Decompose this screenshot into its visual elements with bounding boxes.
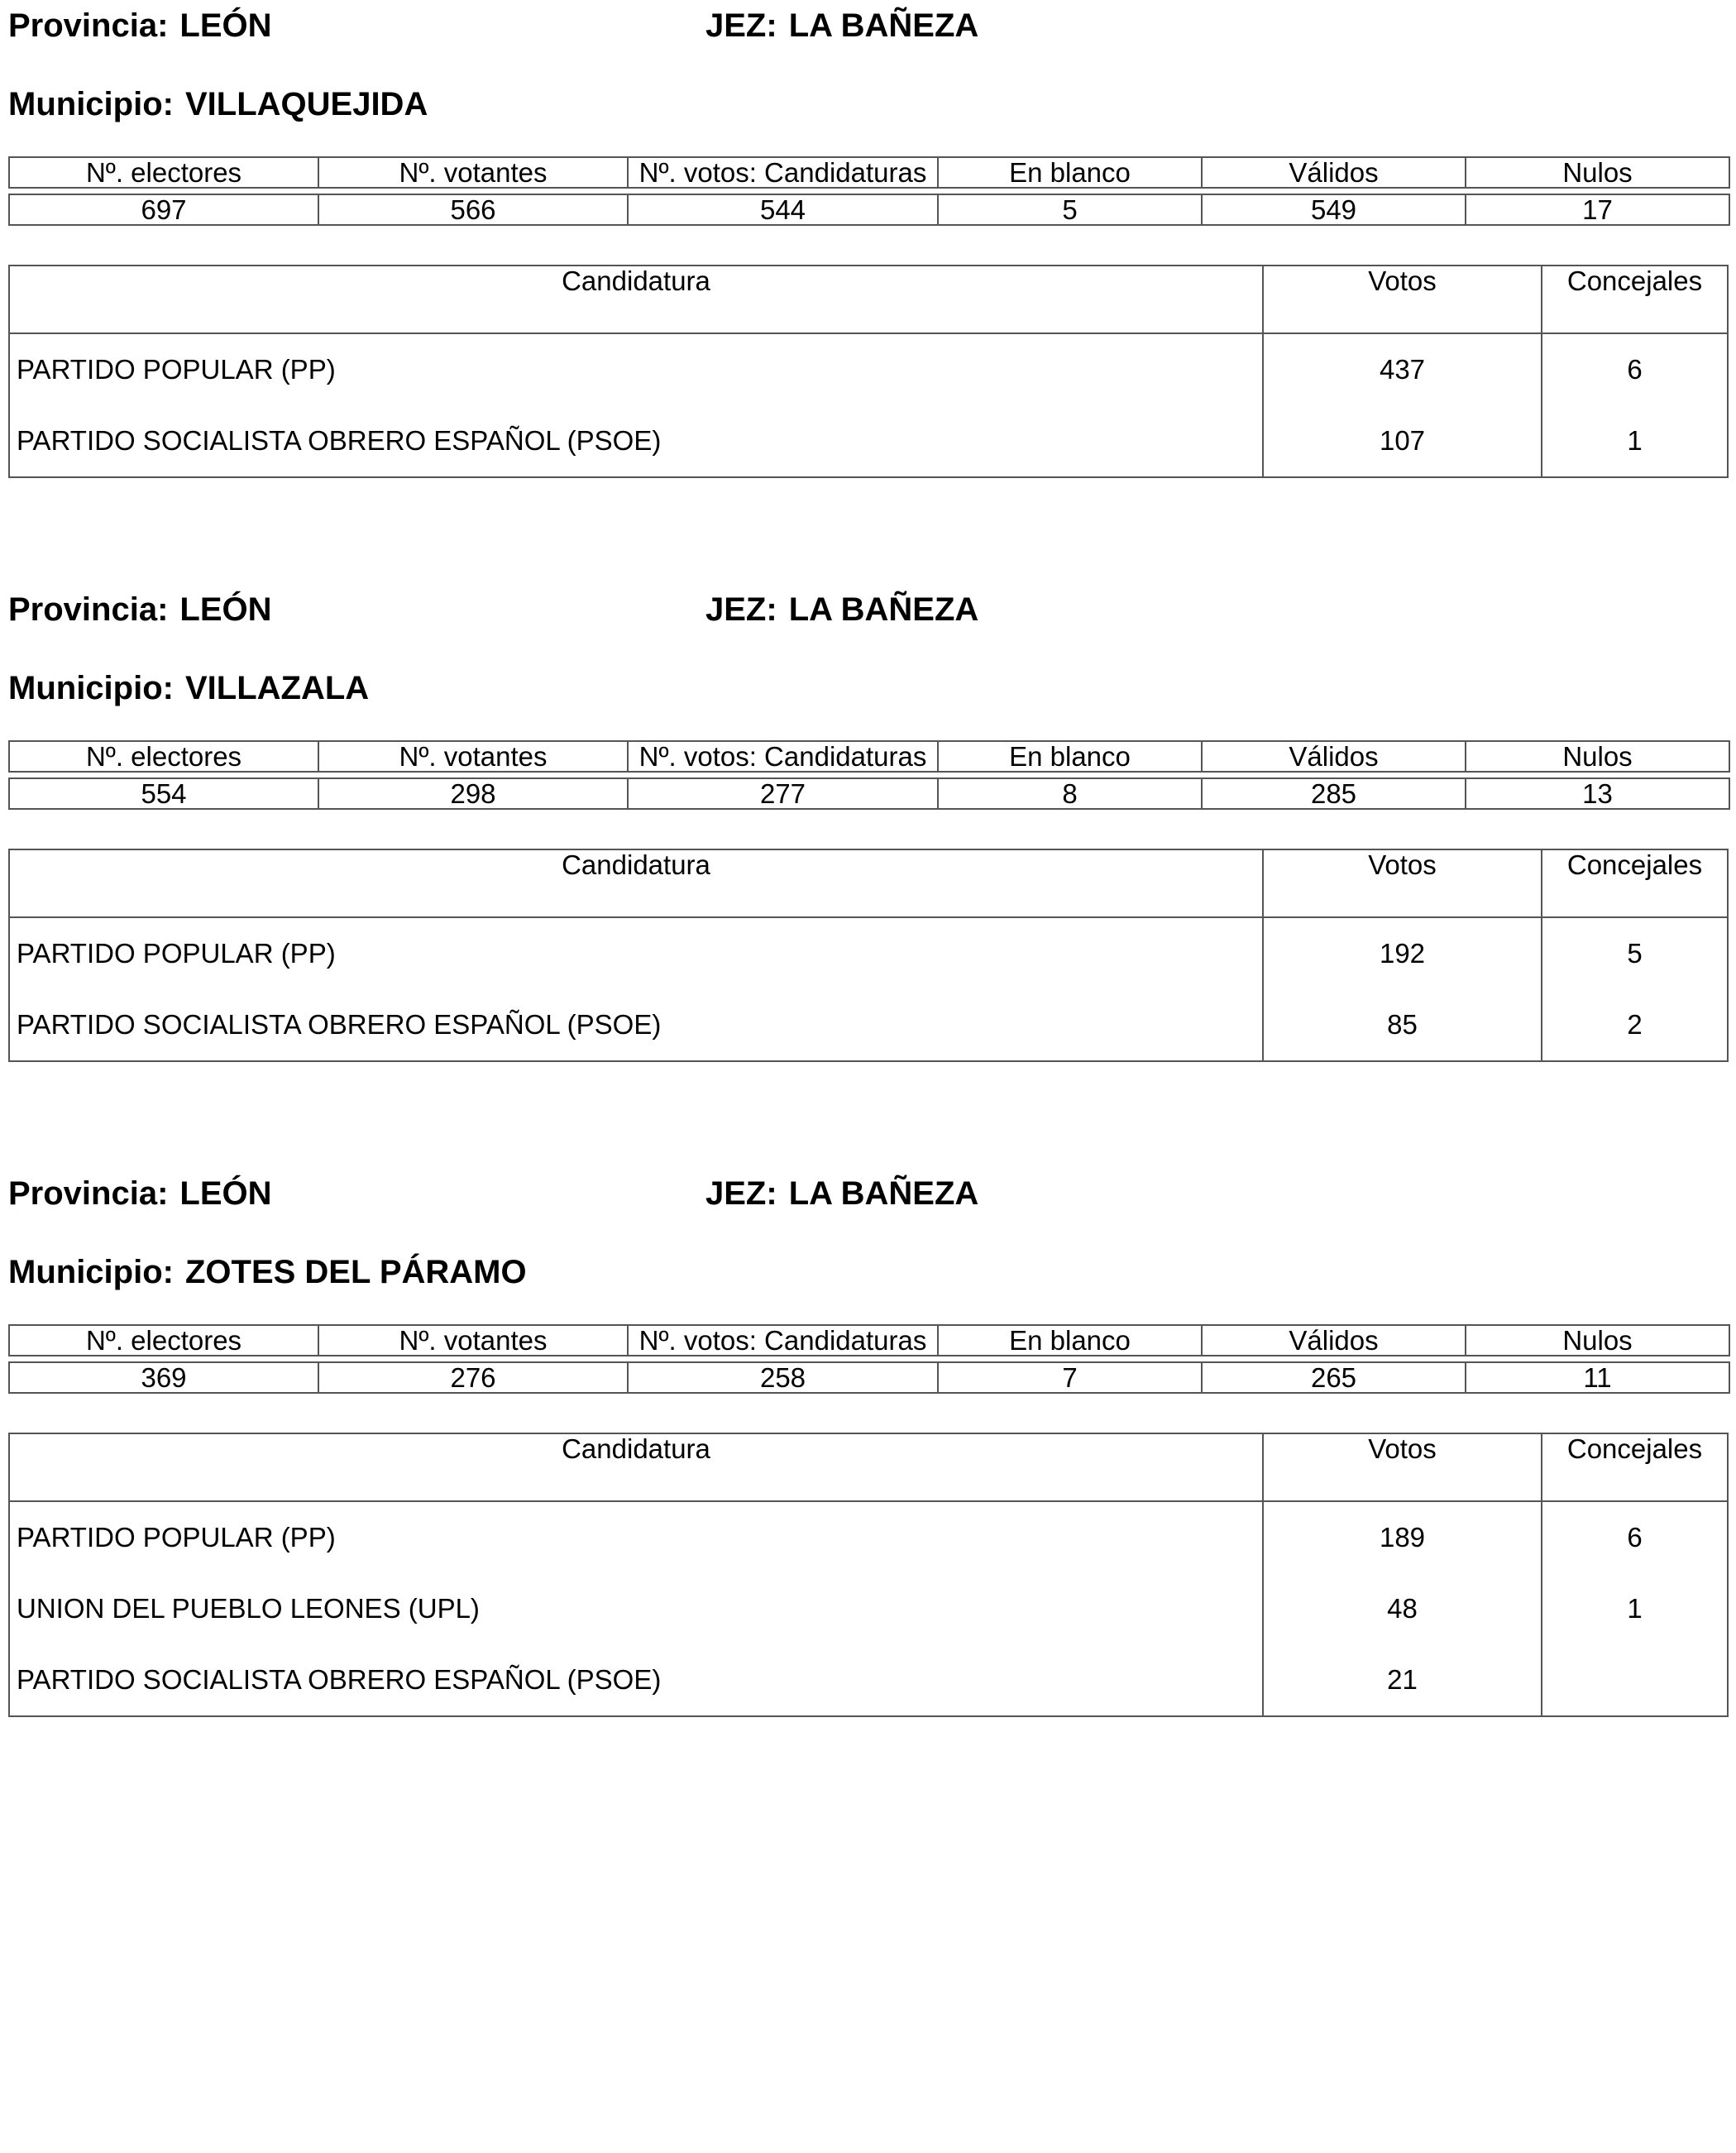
table-row — [9, 405, 1728, 477]
stats-header-votos-candidaturas: Nº. votos: Candidaturas — [628, 1325, 938, 1356]
stats-value-validos: 285 — [1202, 778, 1466, 809]
stats-header-nulos: Nulos — [1466, 157, 1729, 188]
stats-value-electores: 697 — [9, 194, 318, 225]
stats-header-votos-candidaturas: Nº. votos: Candidaturas — [628, 157, 938, 188]
candidatura-name: PARTIDO SOCIALISTA OBRERO ESPAÑOL (PSOE) — [9, 1644, 1263, 1716]
stats-header-votantes: Nº. votantes — [318, 1325, 628, 1356]
header-concejales: Concejales — [1542, 266, 1728, 333]
municipio-value: VILLAQUEJIDA — [184, 86, 428, 122]
jez-value: LA BAÑEZA — [788, 591, 979, 628]
provincia-value: LEÓN — [179, 7, 272, 44]
municipio-heading — [8, 1252, 527, 1292]
stats-gap — [9, 188, 1729, 194]
table-row — [9, 989, 1728, 1061]
stats-value-en-blanco: 7 — [938, 1362, 1202, 1393]
candidatura-name: PARTIDO SOCIALISTA OBRERO ESPAÑOL (PSOE) — [9, 989, 1263, 1061]
table-row — [9, 1644, 1728, 1716]
stats-value-votantes: 298 — [318, 778, 628, 809]
gap-cell — [9, 1356, 1729, 1362]
candidatura-name: PARTIDO POPULAR (PP) — [9, 333, 1263, 405]
candidaturas-table — [8, 849, 1729, 1062]
jez-heading — [705, 590, 978, 629]
provincia-heading — [8, 1174, 272, 1213]
table-row — [9, 1573, 1728, 1644]
header-votos: Votos — [1263, 849, 1542, 917]
jez-label: JEZ: — [705, 1175, 777, 1212]
stats-header-en-blanco: En blanco — [938, 1325, 1202, 1356]
candidatura-concejales: 6 — [1627, 1522, 1643, 1553]
candidatura-votos: 21 — [1263, 1644, 1542, 1716]
jez-heading — [705, 6, 978, 45]
municipio-block-villazala — [8, 584, 1729, 1047]
municipio-label: Municipio: — [8, 1254, 174, 1290]
candidatura-votos: 189 — [1263, 1501, 1542, 1573]
municipio-heading — [8, 668, 369, 708]
stats-value-en-blanco: 5 — [938, 194, 1202, 225]
header-candidatura: Candidatura — [9, 1433, 1263, 1501]
provincia-label: Provincia: — [8, 591, 169, 628]
header-votos: Votos — [1263, 1433, 1542, 1501]
jez-label: JEZ: — [705, 591, 777, 628]
stats-value-en-blanco: 8 — [938, 778, 1202, 809]
stats-value-row — [9, 778, 1729, 809]
stats-value-votos-candidaturas: 258 — [628, 1362, 938, 1393]
candidatura-votos: 85 — [1263, 989, 1542, 1061]
candidatura-concejales: 5 — [1627, 938, 1643, 969]
stats-header-votos-candidaturas: Nº. votos: Candidaturas — [628, 741, 938, 772]
candidatura-name: PARTIDO POPULAR (PP) — [9, 1501, 1263, 1573]
header-votos: Votos — [1263, 266, 1542, 333]
candidaturas-header-row — [9, 1433, 1728, 1501]
candidatura-concejales: 1 — [1627, 425, 1643, 456]
jez-heading — [705, 1174, 978, 1213]
stats-value-electores: 369 — [9, 1362, 318, 1393]
jez-value: LA BAÑEZA — [788, 1175, 979, 1212]
municipio-value: ZOTES DEL PÁRAMO — [184, 1254, 527, 1290]
stats-header-row — [9, 741, 1729, 772]
stats-value-votantes: 566 — [318, 194, 628, 225]
candidaturas-table — [8, 265, 1729, 478]
municipio-label: Municipio: — [8, 670, 174, 706]
stats-header-nulos: Nulos — [1466, 741, 1729, 772]
candidatura-votos: 48 — [1263, 1573, 1542, 1644]
stats-header-validos: Válidos — [1202, 1325, 1466, 1356]
table-row — [9, 333, 1728, 405]
candidatura-votos: 107 — [1263, 405, 1542, 477]
stats-value-row — [9, 1362, 1729, 1393]
candidatura-votos: 437 — [1263, 333, 1542, 405]
stats-header-nulos: Nulos — [1466, 1325, 1729, 1356]
stats-value-electores: 554 — [9, 778, 318, 809]
stats-header-votantes: Nº. votantes — [318, 741, 628, 772]
jez-value: LA BAÑEZA — [788, 7, 979, 44]
stats-header-votantes: Nº. votantes — [318, 157, 628, 188]
stats-table — [8, 740, 1730, 810]
candidatura-name: PARTIDO POPULAR (PP) — [9, 917, 1263, 989]
stats-value-votos-candidaturas: 277 — [628, 778, 938, 809]
candidatura-name: UNION DEL PUEBLO LEONES (UPL) — [9, 1573, 1263, 1644]
municipio-heading — [8, 84, 428, 124]
candidatura-name: PARTIDO SOCIALISTA OBRERO ESPAÑOL (PSOE) — [9, 405, 1263, 477]
candidatura-concejales: 1 — [1627, 1593, 1643, 1624]
provincia-heading — [8, 6, 272, 45]
table-row — [9, 1501, 1728, 1573]
jez-label: JEZ: — [705, 7, 777, 44]
provincia-value: LEÓN — [179, 1175, 272, 1212]
stats-value-nulos: 11 — [1466, 1362, 1729, 1393]
stats-value-nulos: 17 — [1466, 194, 1729, 225]
candidatura-concejales — [1542, 1644, 1728, 1716]
provincia-label: Provincia: — [8, 7, 169, 44]
table-row — [9, 917, 1728, 989]
stats-gap — [9, 772, 1729, 778]
stats-value-votantes: 276 — [318, 1362, 628, 1393]
stats-gap — [9, 1356, 1729, 1362]
header-candidatura: Candidatura — [9, 849, 1263, 917]
stats-header-row — [9, 1325, 1729, 1356]
stats-header-en-blanco: En blanco — [938, 741, 1202, 772]
candidaturas-header-row — [9, 266, 1728, 333]
stats-header-validos: Válidos — [1202, 157, 1466, 188]
stats-header-electores: Nº. electores — [9, 157, 318, 188]
municipio-value: VILLAZALA — [184, 670, 370, 706]
stats-header-electores: Nº. electores — [9, 1325, 318, 1356]
gap-cell — [9, 772, 1729, 778]
gap-cell — [9, 188, 1729, 194]
municipio-label: Municipio: — [8, 86, 174, 122]
header-concejales: Concejales — [1542, 1433, 1728, 1501]
stats-value-row — [9, 194, 1729, 225]
stats-header-en-blanco: En blanco — [938, 157, 1202, 188]
header-concejales: Concejales — [1542, 849, 1728, 917]
candidatura-votos: 192 — [1263, 917, 1542, 989]
candidaturas-header-row — [9, 849, 1728, 917]
stats-table — [8, 156, 1730, 226]
stats-value-votos-candidaturas: 544 — [628, 194, 938, 225]
stats-value-validos: 265 — [1202, 1362, 1466, 1393]
header-candidatura: Candidatura — [9, 266, 1263, 333]
stats-header-row — [9, 157, 1729, 188]
provincia-value: LEÓN — [179, 591, 272, 628]
municipio-block-villaquejida — [8, 0, 1729, 463]
provincia-heading — [8, 590, 272, 629]
candidaturas-table — [8, 1433, 1729, 1717]
provincia-label: Provincia: — [8, 1175, 169, 1212]
stats-value-validos: 549 — [1202, 194, 1466, 225]
stats-header-electores: Nº. electores — [9, 741, 318, 772]
stats-value-nulos: 13 — [1466, 778, 1729, 809]
municipio-block-zotes-del-paramo — [8, 1168, 1729, 1730]
candidatura-concejales: 2 — [1627, 1009, 1643, 1040]
stats-header-validos: Válidos — [1202, 741, 1466, 772]
candidatura-concejales: 6 — [1627, 354, 1643, 385]
stats-table — [8, 1324, 1730, 1394]
